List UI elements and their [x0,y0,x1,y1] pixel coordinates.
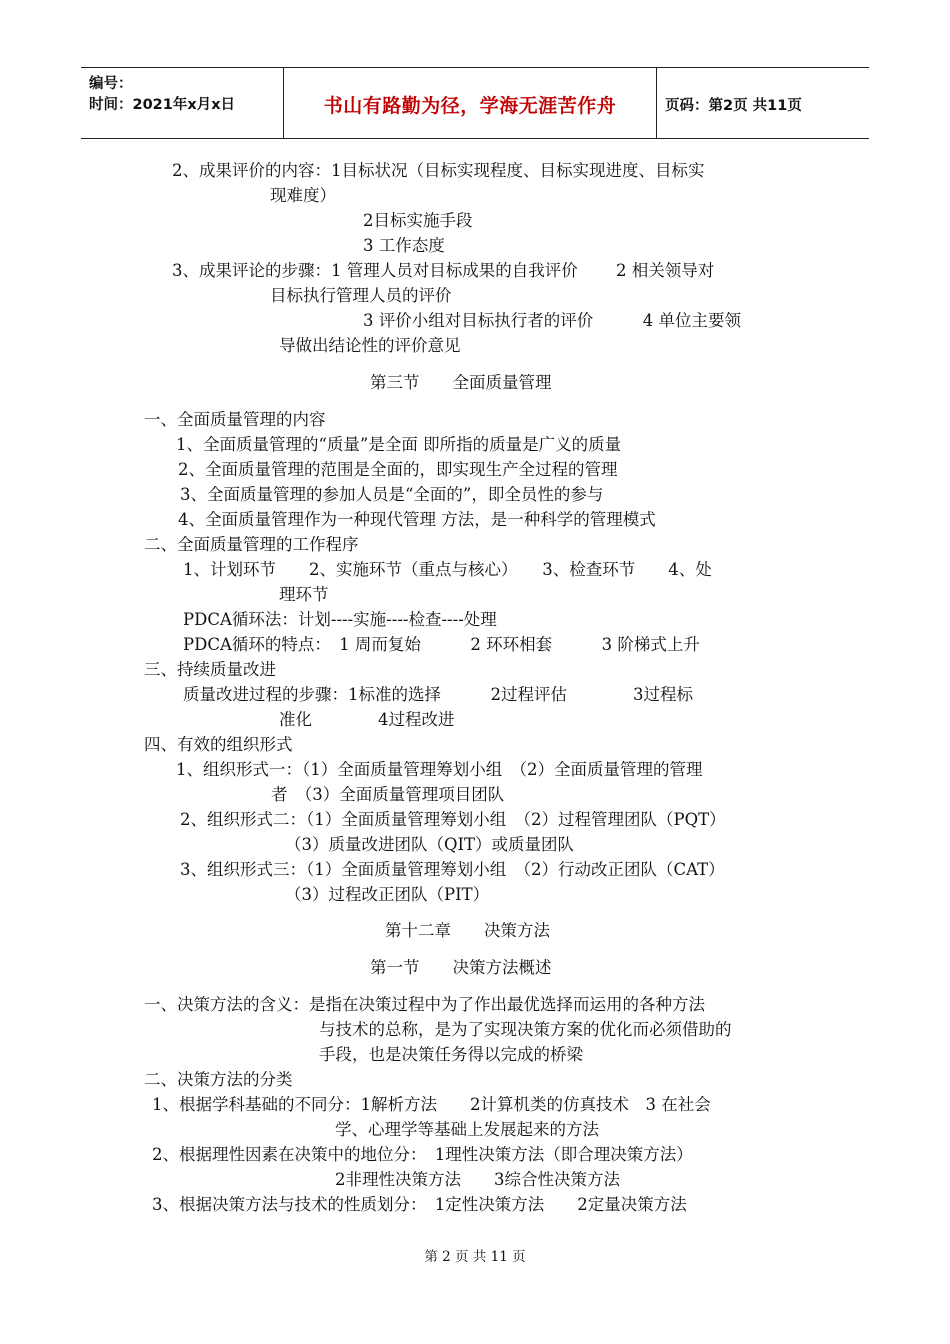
page-info: 页码：第2页 共11页 [665,98,802,114]
text-line: 手段，也是决策任务得以完成的桥梁 [319,1045,583,1064]
text-line: 者 （3）全面质量管理项目团队 [271,785,505,804]
page-footer: 第 2 页 共 11 页 [424,1249,526,1265]
text-line: （3）质量改进团队（QIT）或质量团队 [285,835,575,854]
text-line: 2目标实施手段 [363,211,473,230]
text-line: 3、成果评论的步骤：1 管理人员对目标成果的自我评价 2 相关领导对 [172,261,715,280]
section-heading: 第三节 全面质量管理 [370,373,552,392]
text-line: 3、全面质量管理的参加人员是“全面的”，即全员性的参与 [180,485,604,504]
chapter-heading: 第十二章 决策方法 [385,921,550,940]
text-line: 四、有效的组织形式 [144,735,293,754]
text-line: 与技术的总称，是为了实现决策方案的优化而必须借助的 [319,1020,732,1039]
motto-text: 书山有路勤为径，学海无涯苦作舟 [323,95,617,117]
text-line: （3）过程改正团队（PIT） [285,885,490,904]
text-line: 3 评价小组对目标执行者的评价 4 单位主要领 [363,311,741,330]
text-line: 2、全面质量管理的范围是全面的，即实现生产全过程的管理 [178,460,618,479]
text-line: 准化 4过程改进 [279,710,455,729]
text-line: 2、根据理性因素在决策中的地位分： 1理性决策方法（即合理决策方法） [152,1145,693,1164]
time-label: 时间：2021年x月x日 [89,97,236,113]
text-line: 2、成果评价的内容：1目标状况（目标实现程度、目标实现进度、目标实 [172,161,705,180]
text-line: 2非理性决策方法 3综合性决策方法 [335,1170,620,1189]
text-line: 1、计划环节 2、实施环节（重点与核心） 3、检查环节 4、处 [183,560,712,579]
text-line: PDCA循环法：计划----实施----检查----处理 [183,610,497,629]
text-line: 目标执行管理人员的评价 [270,286,452,305]
text-line: 1、组织形式一：（1）全面质量管理筹划小组 （2）全面质量管理的管理 [176,760,703,779]
text-line: 一、全面质量管理的内容 [144,410,326,429]
text-line: 现难度） [270,186,336,205]
text-line: 一、决策方法的含义：是指在决策过程中为了作出最优选择而运用的各种方法 [144,995,705,1014]
text-line: 3 工作态度 [363,236,445,255]
text-line: 1、根据学科基础的不同分：1解析方法 2计算机类的仿真技术 3 在社会 [152,1095,711,1114]
text-line: 3、组织形式三：（1）全面质量管理筹划小组 （2）行动改正团队（CAT） [180,860,725,879]
text-line: 二、全面质量管理的工作程序 [144,535,359,554]
text-line: 二、决策方法的分类 [144,1070,293,1089]
section-heading: 第一节 决策方法概述 [370,958,552,977]
header-page-cell [657,68,869,138]
text-line: 3、根据决策方法与技术的性质划分： 1定性决策方法 2定量决策方法 [152,1195,687,1214]
header-info-cell [81,68,283,138]
text-line: 4、全面质量管理作为一种现代管理 方法，是一种科学的管理模式 [178,510,656,529]
text-line: 2、组织形式二：（1）全面质量管理筹划小组 （2）过程管理团队（PQT） [180,810,726,829]
serial-label: 编号： [89,76,133,92]
text-line: 三、持续质量改进 [144,660,276,679]
text-line: 学、心理学等基础上发展起来的方法 [335,1120,599,1139]
text-line: 质量改进过程的步骤：1标准的选择 2过程评估 3过程标 [183,685,693,704]
text-line: 理环节 [279,585,329,604]
text-line: 导做出结论性的评价意见 [279,336,461,355]
text-line: 1、全面质量管理的“质量”是全面 即所指的质量是广义的质量 [176,435,622,454]
header-motto-cell [283,68,657,138]
page-header [81,67,869,139]
text-line: PDCA循环的特点： 1 周而复始 2 环环相套 3 阶梯式上升 [183,635,700,654]
